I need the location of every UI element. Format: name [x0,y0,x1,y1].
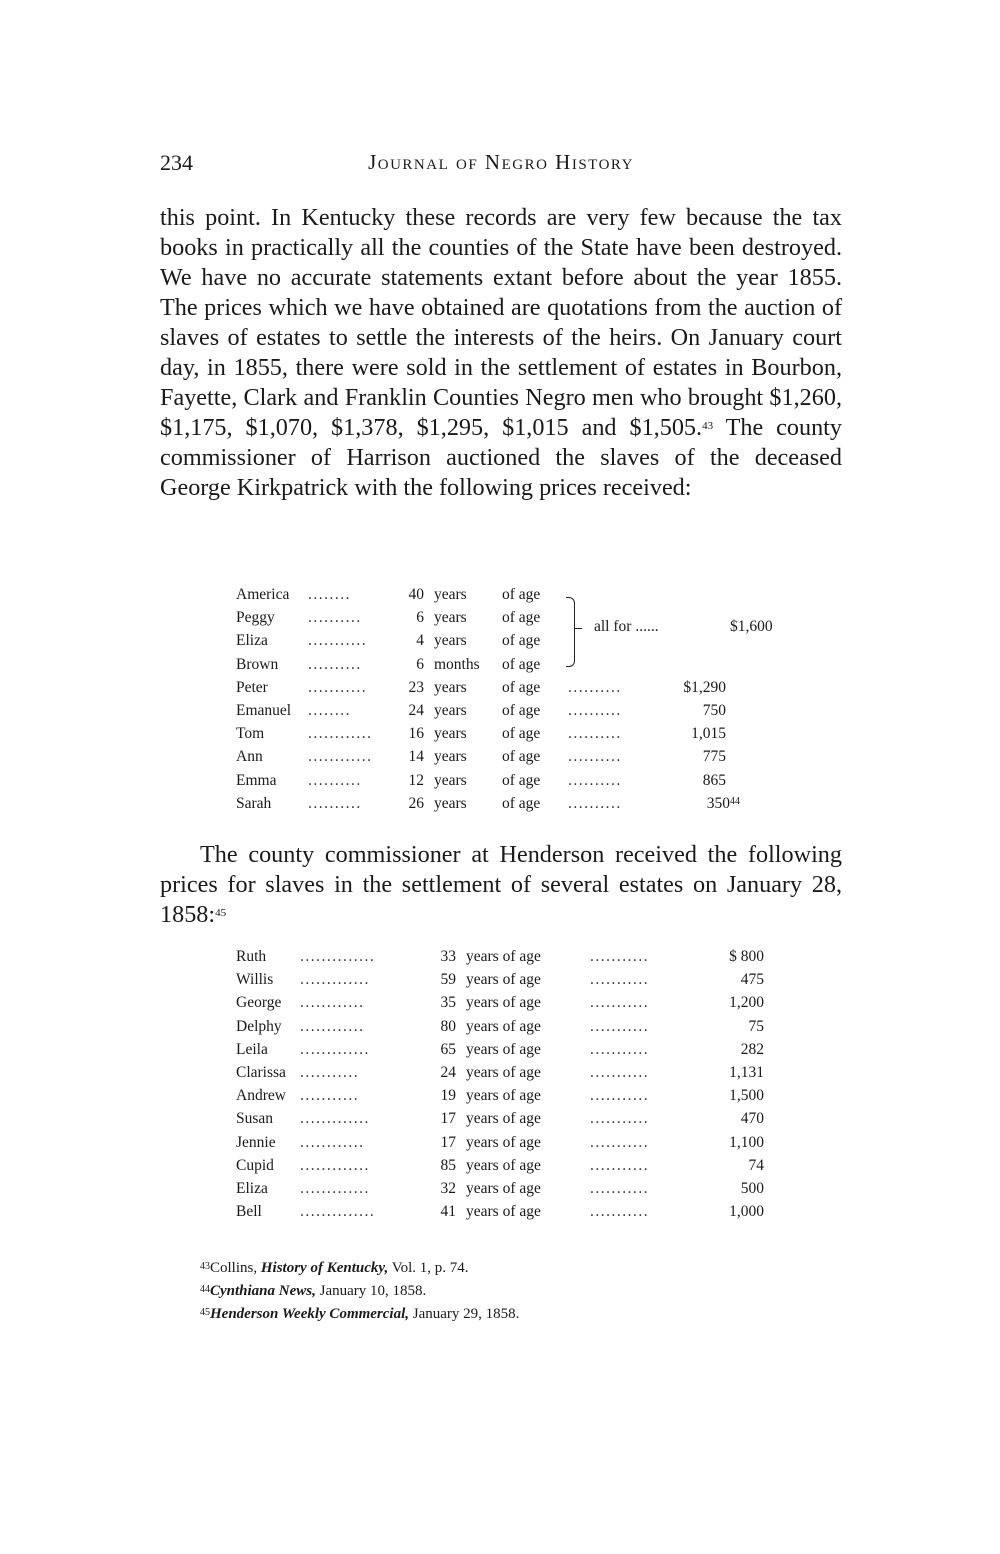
table-row [236,1154,776,1177]
row-unit: years [434,678,467,696]
row-unit: years of age [466,994,541,1012]
footnote-title: History of Kentucky, [260,1260,389,1276]
footnote-ref-43: 43 [702,420,714,432]
row-name: George [236,994,282,1012]
leader-dots: ............. [300,1040,370,1058]
leader-dots: ........... [590,1133,650,1151]
row-unit: years of age [466,1110,541,1128]
leader-dots: ............ [308,725,373,743]
table-row [236,1107,776,1130]
footnote [200,1303,519,1326]
row-price: 1,500 [729,1087,764,1105]
row-name: Clarissa [236,1063,286,1081]
table-row [236,1131,776,1154]
paragraph-1 [160,203,842,503]
running-head: Journal of Negro History [368,150,634,174]
group-price: $1,600 [730,618,773,635]
row-unit: years of age [466,1133,541,1151]
row-price [656,769,726,792]
table-row [236,1061,776,1084]
row-unit: years [434,609,467,627]
row-age: 17 [440,1133,456,1151]
row-unit: years of age [466,1156,541,1174]
leader-dots: .............. [300,1203,376,1221]
page-header [160,150,842,180]
leader-dots: .......... [568,701,622,719]
row-unit: years of age [466,1017,541,1035]
footnote-post: January 29, 1858. [409,1306,520,1322]
table-row [236,606,796,629]
row-age: 41 [440,1203,456,1221]
row-price [656,699,726,722]
row-price: 500 [740,1179,764,1197]
row-unit: years of age [466,948,541,965]
leader-dots: ............. [300,971,370,989]
row-of-age: of age [502,655,541,673]
row-price [656,722,726,745]
group-label: all for ...... [594,618,659,635]
leader-dots: ............. [300,1156,370,1174]
group-brace [566,597,575,667]
paragraph-2-text: The county commissioner at Henderson received the following prices for slaves in the settlement of several estates on January 28, 1858: [160,841,842,928]
row-name: Willis [236,971,274,989]
row-price: 74 [748,1156,764,1174]
table-row [236,1038,776,1061]
leader-dots: .......... [568,771,622,789]
row-price [656,676,726,699]
table-row [236,676,796,699]
row-age: 24 [408,701,424,719]
row-unit: years of age [466,1203,541,1221]
leader-dots: ........... [590,1179,650,1197]
row-name: America [236,586,290,603]
row-name: Ruth [236,948,267,965]
leader-dots: ............. [300,1179,370,1197]
leader-dots: .......... [308,771,362,789]
row-price [656,792,740,815]
row-age: 17 [440,1110,456,1128]
leader-dots: .......... [308,609,362,627]
row-of-age: of age [502,725,541,743]
row-name: Cupid [236,1156,274,1174]
leader-dots: ........... [300,1087,360,1105]
row-of-age: of age [502,748,541,766]
row-age: 85 [440,1156,456,1174]
row-of-age: of age [502,678,541,696]
table-row [236,653,796,676]
table-row [236,629,796,652]
price-value: 1,015 [691,725,726,743]
table-row [236,792,796,815]
row-name: Peggy [236,609,275,627]
leader-dots: ........... [308,678,368,696]
price-value: 750 [702,701,726,719]
row-age: 23 [408,678,424,696]
row-age: 80 [440,1017,456,1035]
row-price: 75 [748,1017,764,1035]
row-age: 65 [440,1040,456,1058]
leader-dots: ............ [300,1017,365,1035]
footnote-number: 43 [200,1261,210,1272]
footnote-number: 44 [200,1284,210,1295]
table-row [236,991,776,1014]
row-unit: years of age [466,1040,541,1058]
leader-dots: ........ [308,701,351,719]
leader-dots: .......... [568,794,622,812]
footnote-ref-44: 44 [730,795,740,807]
row-age: 35 [440,994,456,1012]
price-value: $1,290 [683,678,726,696]
leader-dots: ........... [590,1156,650,1174]
leader-dots: ........... [300,1063,360,1081]
row-price: 475 [740,971,764,989]
row-unit: years [434,701,467,719]
row-name: Emanuel [236,701,292,719]
page-number: 234 [160,150,193,175]
leader-dots: ........... [590,1017,650,1035]
footnote [200,1257,519,1280]
footnote-post: January 10, 1858. [315,1283,427,1299]
row-age: 26 [408,794,424,812]
footnote-title: Cynthiana News, [210,1283,316,1299]
row-unit: years of age [466,1063,541,1081]
leader-dots: ........... [590,1110,650,1128]
leader-dots: ............ [300,1133,365,1151]
row-unit: years of age [466,1087,541,1105]
row-price: 1,000 [729,1203,764,1221]
table-row [236,1177,776,1200]
row-of-age: of age [502,586,541,603]
footnotes [200,1257,519,1326]
row-unit: years [434,794,467,812]
row-name: Emma [236,771,277,789]
footnote-pre: Collins, [210,1260,261,1276]
row-unit: years [434,771,467,789]
row-of-age: of age [502,794,541,812]
leader-dots: .......... [308,655,362,673]
leader-dots: ........... [308,632,368,650]
leader-dots: .......... [308,794,362,812]
leader-dots: ........... [590,948,650,965]
paragraph-2 [160,840,842,930]
henderson-price-table [236,945,776,1223]
row-age: 24 [440,1063,456,1081]
row-price [656,745,726,768]
row-unit: years [434,586,467,603]
price-value: 865 [702,771,726,789]
row-name: Jennie [236,1133,276,1151]
row-name: Eliza [236,632,268,650]
footnote-post: Vol. 1, p. 74. [388,1260,469,1276]
leader-dots: ........... [590,1040,650,1058]
row-age: 14 [408,748,424,766]
leader-dots: ............. [300,1110,370,1128]
row-of-age: of age [502,632,541,650]
row-price: 1,200 [729,994,764,1012]
row-name: Eliza [236,1179,268,1197]
footnote-title: Henderson Weekly Commercial, [210,1306,410,1322]
row-unit: years [434,632,467,650]
row-age: 19 [440,1087,456,1105]
leader-dots: .......... [568,748,622,766]
row-unit: years of age [466,1179,541,1197]
row-price: $ 800 [729,948,764,965]
row-name: Sarah [236,794,272,812]
leader-dots: ........... [590,971,650,989]
row-name: Andrew [236,1087,286,1105]
row-age: 32 [440,1179,456,1197]
row-name: Delphy [236,1017,282,1035]
table-row [236,769,796,792]
leader-dots: ............ [300,994,365,1012]
row-unit: years [434,725,467,743]
row-age: 12 [408,771,424,789]
row-of-age: of age [502,609,541,627]
row-age: 6 [416,655,424,673]
table-row [236,1084,776,1107]
row-of-age: of age [502,771,541,789]
row-price: 1,100 [729,1133,764,1151]
leader-dots: .............. [300,948,376,965]
footnote-number: 45 [200,1307,210,1318]
row-unit: months [434,655,480,673]
row-age: 6 [416,609,424,627]
row-of-age: of age [502,701,541,719]
row-name: Peter [236,678,268,696]
paragraph-1-tail: The county commissioner of Harrison auctioned the slaves of the deceased George Kirkpatrick with the following prices received: [160,414,842,501]
paragraph-1-text: this point. In Kentucky these records are very few because the tax books in practically all the counties of the State have been destroyed. We have no accurate statements extant before about the year 1855. The prices which we have obtained are quotations from the auction of slaves of estates to settle the interests of the heirs. On January court day, in 1855, there were sold in the settlement of estates in Bourbon, Fayette, Clark and Franklin Counties Negro men who brought $1,260, $1,175, $1,070, $1,378, $1,295, $1,015 and $1,505. [160,204,842,441]
group-brace-tip [575,628,582,629]
price-value: 775 [702,748,726,766]
row-price: 470 [740,1110,764,1128]
row-age: 40 [408,586,424,603]
row-name: Brown [236,655,279,673]
leader-dots: ........... [590,1063,650,1081]
row-age: 59 [440,971,456,989]
leader-dots: ........... [590,1087,650,1105]
row-price: 1,131 [729,1063,764,1081]
row-name: Ann [236,748,263,766]
row-name: Leila [236,1040,268,1058]
row-unit: years of age [466,971,541,989]
row-unit: years [434,748,467,766]
footnote [200,1280,519,1303]
table-row [236,1200,776,1223]
harrison-price-table [236,583,796,815]
row-age: 4 [416,632,424,650]
leader-dots: ........ [308,586,351,603]
table-row [236,745,796,768]
table-row [236,699,796,722]
row-age: 33 [440,948,456,965]
leader-dots: .......... [568,725,622,743]
table-row [236,945,776,968]
price-value: 350 [706,794,730,812]
table-row [236,722,796,745]
leader-dots: ............ [308,748,373,766]
row-price: 282 [740,1040,764,1058]
row-name: Susan [236,1110,274,1128]
leader-dots: .......... [568,678,622,696]
leader-dots: ........... [590,994,650,1012]
row-age: 16 [408,725,424,743]
row-name: Bell [236,1203,262,1221]
leader-dots: ........... [590,1203,650,1221]
table-row [236,968,776,991]
row-name: Tom [236,725,265,743]
table-row [236,583,796,606]
table-row [236,1015,776,1038]
footnote-ref-45: 45 [215,907,227,919]
